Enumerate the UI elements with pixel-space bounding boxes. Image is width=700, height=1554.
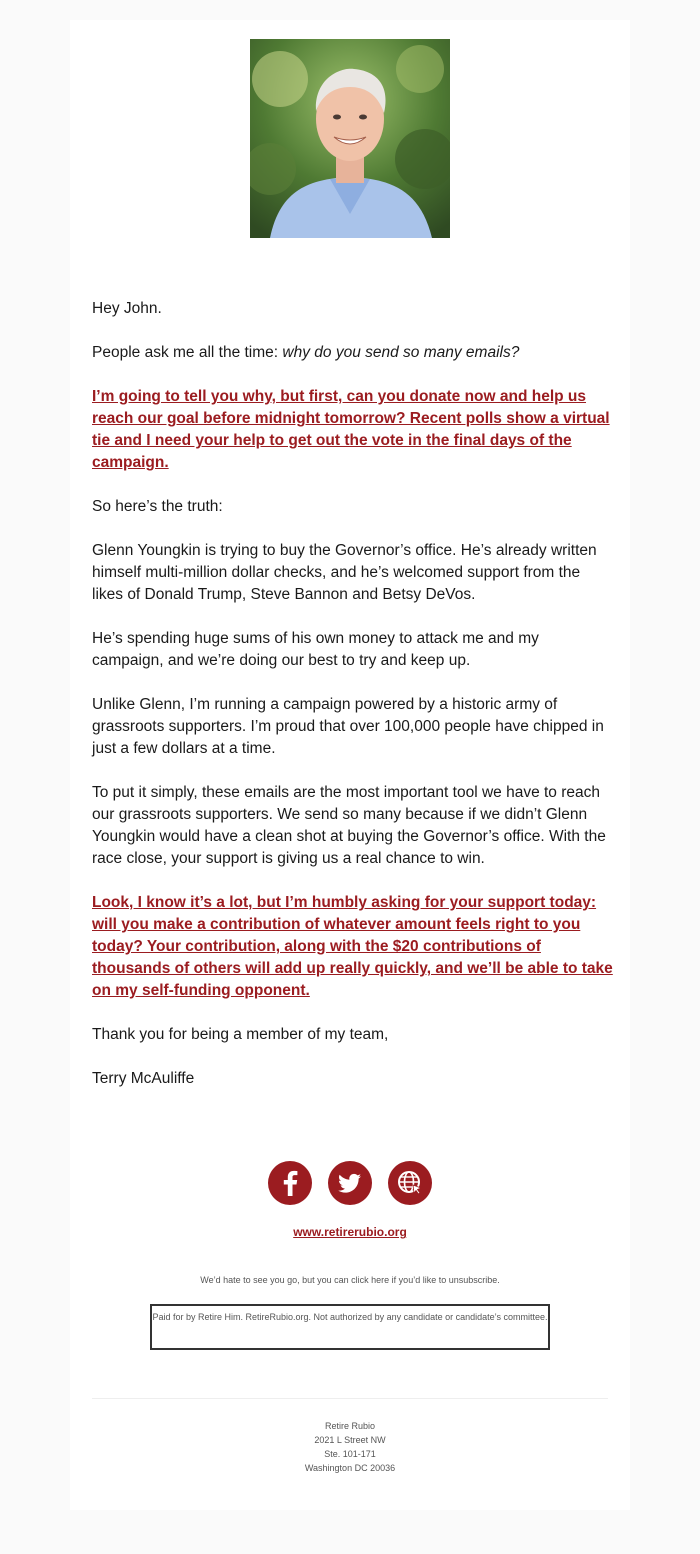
question-italic: why do you send so many emails? xyxy=(282,344,520,361)
footer-divider xyxy=(92,1398,608,1399)
address-line: 2021 L Street NW xyxy=(314,1435,386,1445)
website-link[interactable]: www.retirerubio.org xyxy=(293,1225,407,1239)
twitter-icon[interactable] xyxy=(328,1161,372,1205)
address-line: Retire Rubio xyxy=(324,1421,376,1431)
mailing-address xyxy=(70,1419,630,1475)
website-icon[interactable] xyxy=(388,1161,432,1205)
email-card xyxy=(70,20,630,1510)
spending-paragraph: He’s spending huge sums of his own money to attack me and my campaign, and we’re doing our best to try and keep up. xyxy=(92,630,539,669)
paid-for-disclaimer: Paid for by Retire Him. RetireRubio.org. Not authorized by any candidate or candidate’s committee. xyxy=(150,1304,550,1350)
social-links xyxy=(268,1161,432,1205)
youngkin-paragraph: Glenn Youngkin is trying to buy the Governor’s office. He’s already written himself multi-million dollar checks, and he’s welcomed support from the likes of Donald Trump, Steve Bannon and Betsy DeVos. xyxy=(92,542,597,603)
question-paragraph xyxy=(92,342,614,364)
donate-link-1[interactable]: I’m going to tell you why, but first, can you donate now and help us reach our goal before midnight tomorrow? Recent polls show a virtual tie and I need your help to get out the vote in the final days of the campaign. xyxy=(92,388,610,471)
unsubscribe-text[interactable]: We’d hate to see you go, but you can click here if you’d like to unsubscribe. xyxy=(200,1275,500,1285)
truth-paragraph: So here’s the truth: xyxy=(92,498,223,515)
address-line: Ste. 101-171 xyxy=(324,1449,376,1459)
facebook-icon[interactable] xyxy=(268,1161,312,1205)
emails-paragraph: To put it simply, these emails are the most important tool we have to reach our grassroots supporters. We send so many because if we didn’t Glenn Youngkin would have a clean shot at buying the Governor’s office. With the race close, your support is giving us a real chance to win. xyxy=(92,784,606,867)
signature: Terry McAuliffe xyxy=(92,1070,195,1087)
donate-link-2[interactable]: Look, I know it’s a lot, but I’m humbly asking for your support today: will you make a contribution of whatever amount feels right to you today? Your contribution, along with the $20 contributions of thousands of others will add up really quickly, and we’ll be able to take on my self-funding opponent. xyxy=(92,894,613,999)
greeting: Hey John. xyxy=(92,300,162,317)
signoff: Thank you for being a member of my team, xyxy=(92,1026,389,1043)
address-line: Washington DC 20036 xyxy=(304,1463,396,1473)
candidate-photo xyxy=(250,39,450,238)
question-prefix: People ask me all the time: xyxy=(92,344,283,361)
grassroots-paragraph: Unlike Glenn, I’m running a campaign powered by a historic army of grassroots supporters. I’m proud that over 100,000 people have chipped in just a few dollars at a time. xyxy=(92,696,604,757)
email-body xyxy=(92,298,614,1112)
